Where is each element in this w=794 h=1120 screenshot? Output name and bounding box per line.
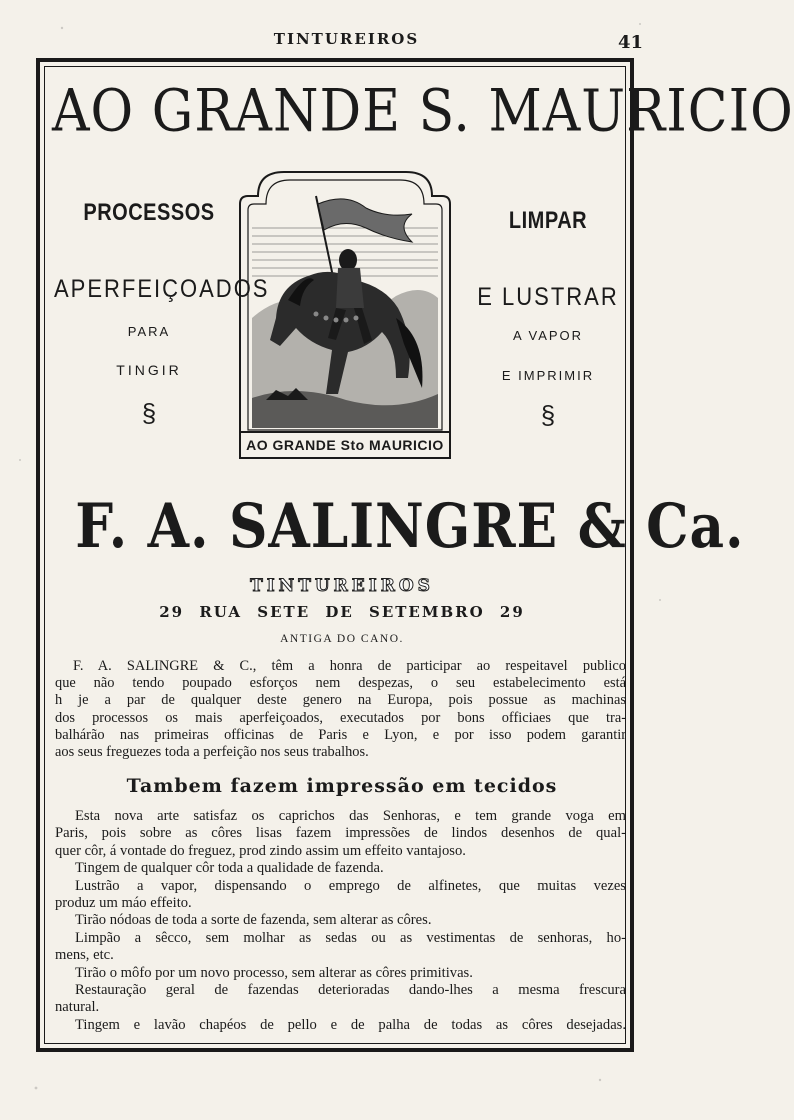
- service-line: quer côr, á vontade do freguez, prod zindo assim um effeito vantajoso.: [55, 842, 466, 859]
- company-name: F. A. SALINGRE & Ca.: [75, 490, 745, 562]
- emblem-caption: AO GRANDE Sto MAURICIO: [246, 437, 444, 453]
- service-line: Tingem e lavão chapéos de pello e de palha de todas as côres desejadas.: [75, 1016, 626, 1033]
- right-column-line-1: LIMPAR: [508, 207, 588, 235]
- left-column-line-2: APERFEIÇOADOS: [54, 274, 270, 303]
- service-line: Tirão o môfo por um novo processo, sem alterar as côres primitivas.: [75, 964, 473, 981]
- service-line: Tingem de qualquer côr toda a qualidade de fazenda.: [75, 860, 384, 877]
- intro-line: dos processos os mais aperfeiçoados, executados por bons officiaes que tra-: [55, 709, 626, 726]
- right-flourish-icon: §: [540, 400, 556, 430]
- left-column-line-1: PROCESSOS: [83, 199, 215, 227]
- service-line: Esta nova arte satisfaz os caprichos das Senhoras, e tem grande voga em: [75, 808, 626, 824]
- intro-line: balhárão nas primeiras officinas de Paris e Lyon, e por isso podem garantir: [55, 726, 626, 743]
- service-line: produz um máo effeito.: [55, 895, 192, 912]
- left-column-line-4: TINGIR: [116, 362, 182, 378]
- service-line: Paris, pois sobre as côres lisas fazem impressões de lindos desenhos de qual-: [55, 825, 626, 842]
- trade-label: TINTUREIROS: [250, 576, 434, 596]
- intro-line: que não tendo poupado esforços nem despezas, o seu estabelecimento está: [55, 675, 626, 692]
- right-column-line-3: A VAPOR: [512, 328, 584, 343]
- service-line: Restauração geral de fazendas deterioradas dando-lhes a mesma frescura: [75, 982, 626, 999]
- right-column-line-4: E IMPRIMIR: [501, 368, 595, 383]
- service-line: Limpão a sêcco, sem molhar as sedas ou as vestimentas de senhoras, ho-: [75, 929, 626, 946]
- left-column-line-3: PARA: [127, 324, 171, 339]
- running-title: TINTUREIROS: [273, 30, 420, 48]
- service-line: mens, etc.: [55, 947, 114, 964]
- service-line: Tirão nódoas de toda a sorte de fazenda, sem alterar as côres.: [75, 912, 432, 929]
- former-name: ANTIGA DO CANO.: [280, 633, 404, 645]
- right-column-line-2: E LUSTRAR: [477, 282, 619, 311]
- intro-line: F. A. SALINGRE & C., têm a honra de participar ao respeitavel publico: [73, 658, 626, 674]
- page-number: 41: [617, 32, 643, 53]
- intro-line: aos seus freguezes toda a perfeição nos seus trabalhos.: [55, 744, 369, 761]
- company-address: 29 RUA SETE DE SETEMBRO 29: [159, 603, 525, 621]
- intro-line: h je a par de qualquer deste genero na Europa, pois possue as machinas: [55, 692, 626, 709]
- advert-main-title: AO GRANDE S. MAURICIO: [52, 78, 794, 146]
- service-line: natural.: [55, 999, 100, 1016]
- service-line: Lustrão a vapor, dispensando o emprego de alfinetes, que muitas vezes: [75, 877, 626, 894]
- section-subheading: Tambem fazem impressão em tecidos: [126, 775, 558, 797]
- left-flourish-icon: §: [141, 398, 157, 428]
